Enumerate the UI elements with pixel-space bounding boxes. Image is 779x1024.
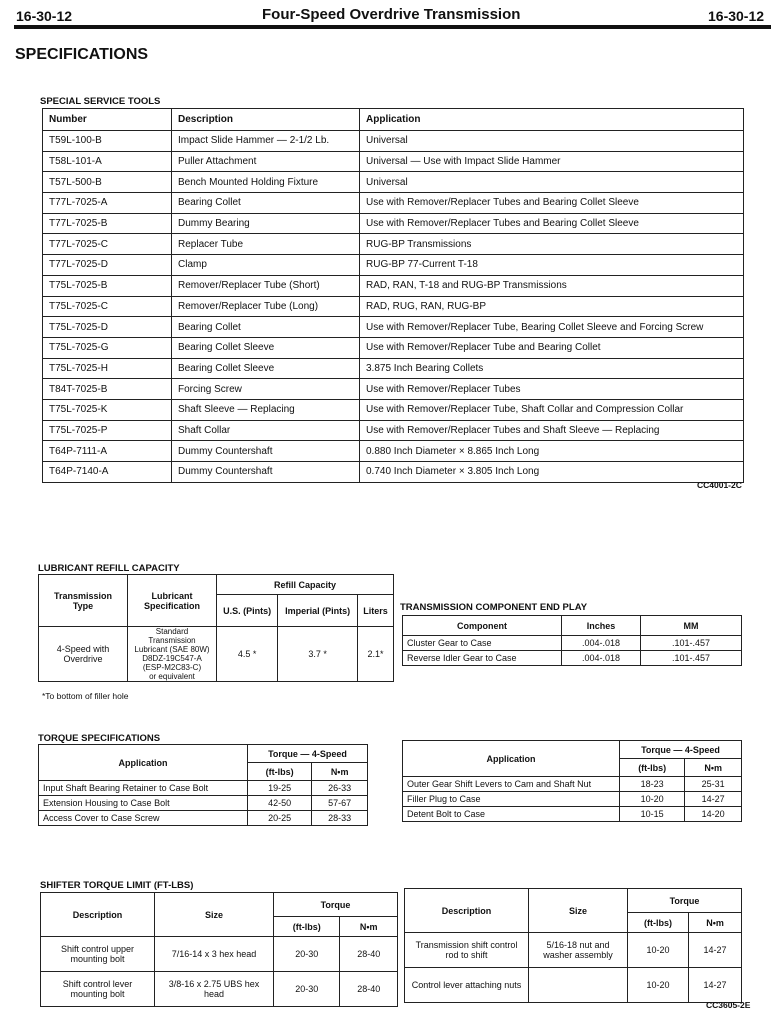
nm-cell: 57-67 bbox=[312, 796, 368, 811]
transmission-type-cell: 4-Speed with Overdrive bbox=[39, 627, 128, 682]
tool-number-cell: T75L-7025-D bbox=[43, 317, 172, 338]
col-header-ftlbs: (ft-lbs) bbox=[620, 759, 685, 777]
table-row bbox=[43, 234, 744, 255]
tool-description-cell: Bearing Collet Sleeve bbox=[172, 337, 360, 358]
page-number-left: 16-30-12 bbox=[16, 8, 73, 24]
application-cell: Detent Bolt to Case bbox=[403, 807, 620, 822]
tool-description-cell: Bearing Collet Sleeve bbox=[172, 358, 360, 379]
table-row bbox=[41, 937, 398, 972]
col-header-torque: Torque — 4-Speed bbox=[248, 745, 368, 763]
tool-application-cell: Use with Remover/Replacer Tubes and Bearing Collet Sleeve bbox=[360, 193, 744, 214]
table-row bbox=[43, 296, 744, 317]
tool-application-cell: Use with Remover/Replacer Tubes and Bearing Collet Sleeve bbox=[360, 213, 744, 234]
ftlbs-cell: 42-50 bbox=[248, 796, 312, 811]
col-header-nm: N•m bbox=[340, 917, 398, 937]
col-header-size: Size bbox=[155, 893, 274, 937]
figure-code: CC4001-2C bbox=[697, 480, 742, 490]
nm-cell: 14-27 bbox=[685, 792, 742, 807]
col-header-size: Size bbox=[529, 889, 628, 933]
tool-number-cell: T75L-7025-P bbox=[43, 420, 172, 441]
table-row bbox=[43, 255, 744, 276]
component-cell: Reverse Idler Gear to Case bbox=[403, 651, 562, 666]
page-number-right: 16-30-12 bbox=[708, 8, 765, 24]
tool-number-cell: T64P-7111-A bbox=[43, 441, 172, 462]
inches-cell: .004-.018 bbox=[562, 636, 641, 651]
col-header-description: Description bbox=[172, 109, 360, 131]
tool-number-cell: T77L-7025-C bbox=[43, 234, 172, 255]
col-header-torque: Torque bbox=[274, 893, 398, 917]
table-row bbox=[39, 627, 394, 682]
tool-application-cell: Use with Remover/Replacer Tubes bbox=[360, 379, 744, 400]
ftlbs-cell: 20-30 bbox=[274, 937, 340, 972]
table-row bbox=[405, 968, 742, 1003]
special-service-tools-table bbox=[42, 108, 744, 483]
ftlbs-cell: 10-20 bbox=[620, 792, 685, 807]
ftlbs-cell: 10-20 bbox=[628, 933, 689, 968]
tool-description-cell: Remover/Replacer Tube (Long) bbox=[172, 296, 360, 317]
imperial-pints-cell: 3.7 * bbox=[278, 627, 358, 682]
tool-description-cell: Bearing Collet bbox=[172, 317, 360, 338]
tool-application-cell: RAD, RUG, RAN, RUG-BP bbox=[360, 296, 744, 317]
table-row bbox=[43, 131, 744, 152]
table-row bbox=[403, 792, 742, 807]
col-header-description: Description bbox=[41, 893, 155, 937]
tool-description-cell: Dummy Countershaft bbox=[172, 462, 360, 483]
table-row bbox=[41, 972, 398, 1007]
header-rule bbox=[14, 25, 771, 29]
page-title: Four-Speed Overdrive Transmission bbox=[262, 6, 521, 23]
col-header-mm: MM bbox=[641, 616, 742, 636]
shifter-table-left bbox=[40, 892, 398, 1007]
nm-cell: 14-27 bbox=[689, 933, 742, 968]
table-row bbox=[43, 462, 744, 483]
table-row bbox=[403, 636, 742, 651]
spec-line: Lubricant (SAE 80W) bbox=[134, 645, 210, 654]
us-pints-cell: 4.5 * bbox=[217, 627, 278, 682]
spec-line: (ESP-M2C83-C) bbox=[142, 663, 202, 672]
table-row bbox=[43, 337, 744, 358]
tool-application-cell: Use with Remover/Replacer Tubes and Shaft Sleeve — Replacing bbox=[360, 420, 744, 441]
tool-description-cell: Shaft Sleeve — Replacing bbox=[172, 399, 360, 420]
torque-table-right bbox=[402, 740, 742, 822]
tool-description-cell: Impact Slide Hammer — 2-1/2 Lb. bbox=[172, 131, 360, 152]
table-row bbox=[403, 651, 742, 666]
tool-number-cell: T75L-7025-H bbox=[43, 358, 172, 379]
spec-line: D8DZ-19C547-A bbox=[142, 654, 202, 663]
tool-application-cell: RUG-BP 77-Current T-18 bbox=[360, 255, 744, 276]
tool-number-cell: T77L-7025-D bbox=[43, 255, 172, 276]
ftlbs-cell: 18-23 bbox=[620, 777, 685, 792]
shifter-heading: SHIFTER TORQUE LIMIT (FT-LBS) bbox=[40, 880, 194, 891]
col-header-refill-capacity: Refill Capacity bbox=[217, 575, 394, 595]
table-row bbox=[43, 399, 744, 420]
torque-heading: TORQUE SPECIFICATIONS bbox=[38, 733, 161, 744]
table-row bbox=[43, 193, 744, 214]
tool-description-cell: Dummy Bearing bbox=[172, 213, 360, 234]
description-cell: Transmission shift control rod to shift bbox=[405, 933, 529, 968]
tool-application-cell: Universal bbox=[360, 131, 744, 152]
col-header-ftlbs: (ft-lbs) bbox=[628, 913, 689, 933]
col-header-nm: N•m bbox=[312, 763, 368, 781]
table-row bbox=[403, 777, 742, 792]
col-header-transmission-type: Transmission Type bbox=[39, 575, 128, 627]
tool-application-cell: Universal — Use with Impact Slide Hammer bbox=[360, 151, 744, 172]
end-play-heading: TRANSMISSION COMPONENT END PLAY bbox=[400, 602, 588, 613]
tool-application-cell: Use with Remover/Replacer Tube, Bearing Collet Sleeve and Forcing Screw bbox=[360, 317, 744, 338]
nm-cell: 28-33 bbox=[312, 811, 368, 826]
table-row bbox=[43, 151, 744, 172]
inches-cell: .004-.018 bbox=[562, 651, 641, 666]
shifter-table-right bbox=[404, 888, 742, 1003]
description-cell: Shift control lever mounting bolt bbox=[41, 972, 155, 1007]
col-header-ftlbs: (ft-lbs) bbox=[274, 917, 340, 937]
tool-description-cell: Puller Attachment bbox=[172, 151, 360, 172]
lubricant-table bbox=[38, 574, 394, 682]
tool-application-cell: RUG-BP Transmissions bbox=[360, 234, 744, 255]
application-cell: Access Cover to Case Screw bbox=[39, 811, 248, 826]
description-cell: Shift control upper mounting bolt bbox=[41, 937, 155, 972]
table-row bbox=[39, 796, 368, 811]
torque-table-left bbox=[38, 744, 368, 826]
tool-description-cell: Dummy Countershaft bbox=[172, 441, 360, 462]
tool-application-cell: RAD, RAN, T-18 and RUG-BP Transmissions bbox=[360, 275, 744, 296]
table-row bbox=[43, 379, 744, 400]
table-row bbox=[43, 358, 744, 379]
application-cell: Outer Gear Shift Levers to Cam and Shaft Nut bbox=[403, 777, 620, 792]
table-row bbox=[43, 172, 744, 193]
ftlbs-cell: 10-15 bbox=[620, 807, 685, 822]
tool-number-cell: T59L-100-B bbox=[43, 131, 172, 152]
tool-number-cell: T75L-7025-B bbox=[43, 275, 172, 296]
table-row bbox=[43, 275, 744, 296]
nm-cell: 28-40 bbox=[340, 937, 398, 972]
lubricant-spec-cell bbox=[128, 627, 217, 682]
table-row bbox=[403, 807, 742, 822]
table-row bbox=[43, 441, 744, 462]
table-header-row bbox=[43, 109, 744, 131]
tool-application-cell: 0.880 Inch Diameter × 8.865 Inch Long bbox=[360, 441, 744, 462]
section-heading: SPECIFICATIONS bbox=[15, 46, 149, 63]
size-cell: 7/16-14 x 3 hex head bbox=[155, 937, 274, 972]
tool-number-cell: T75L-7025-C bbox=[43, 296, 172, 317]
tool-number-cell: T77L-7025-B bbox=[43, 213, 172, 234]
application-cell: Input Shaft Bearing Retainer to Case Bolt bbox=[39, 781, 248, 796]
tool-application-cell: Universal bbox=[360, 172, 744, 193]
tool-number-cell: T75L-7025-K bbox=[43, 399, 172, 420]
tool-description-cell: Clamp bbox=[172, 255, 360, 276]
table-row bbox=[43, 213, 744, 234]
tool-application-cell: 3.875 Inch Bearing Collets bbox=[360, 358, 744, 379]
col-header-imperial-pints: Imperial (Pints) bbox=[278, 595, 358, 627]
size-cell bbox=[529, 968, 628, 1003]
tool-description-cell: Remover/Replacer Tube (Short) bbox=[172, 275, 360, 296]
spec-line: Standard Transmission bbox=[148, 627, 196, 645]
tool-description-cell: Bearing Collet bbox=[172, 193, 360, 214]
ftlbs-cell: 19-25 bbox=[248, 781, 312, 796]
footnote: *To bottom of filler hole bbox=[42, 691, 129, 701]
col-header-application: Application bbox=[360, 109, 744, 131]
col-header-inches: Inches bbox=[562, 616, 641, 636]
table-row bbox=[43, 420, 744, 441]
col-header-ftlbs: (ft-lbs) bbox=[248, 763, 312, 781]
table-row bbox=[39, 811, 368, 826]
nm-cell: 14-20 bbox=[685, 807, 742, 822]
mm-cell: .101-.457 bbox=[641, 651, 742, 666]
col-header-torque: Torque — 4-Speed bbox=[620, 741, 742, 759]
mm-cell: .101-.457 bbox=[641, 636, 742, 651]
component-cell: Cluster Gear to Case bbox=[403, 636, 562, 651]
col-header-torque: Torque bbox=[628, 889, 742, 913]
liters-cell: 2.1* bbox=[357, 627, 393, 682]
tool-number-cell: T75L-7025-G bbox=[43, 337, 172, 358]
tool-number-cell: T64P-7140-A bbox=[43, 462, 172, 483]
tool-description-cell: Shaft Collar bbox=[172, 420, 360, 441]
ftlbs-cell: 20-25 bbox=[248, 811, 312, 826]
col-header-lubricant-spec: Lubricant Specification bbox=[128, 575, 217, 627]
table-row bbox=[43, 317, 744, 338]
tool-application-cell: Use with Remover/Replacer Tube and Bearing Collet bbox=[360, 337, 744, 358]
description-cell: Control lever attaching nuts bbox=[405, 968, 529, 1003]
ftlbs-cell: 20-30 bbox=[274, 972, 340, 1007]
tool-application-cell: Use with Remover/Replacer Tube, Shaft Collar and Compression Collar bbox=[360, 399, 744, 420]
nm-cell: 25-31 bbox=[685, 777, 742, 792]
lubricant-heading: LUBRICANT REFILL CAPACITY bbox=[38, 563, 180, 574]
tool-number-cell: T58L-101-A bbox=[43, 151, 172, 172]
tool-description-cell: Replacer Tube bbox=[172, 234, 360, 255]
tool-description-cell: Forcing Screw bbox=[172, 379, 360, 400]
tool-number-cell: T57L-500-B bbox=[43, 172, 172, 193]
ftlbs-cell: 10-20 bbox=[628, 968, 689, 1003]
col-header-component: Component bbox=[403, 616, 562, 636]
size-cell: 5/16-18 nut and washer assembly bbox=[529, 933, 628, 968]
nm-cell: 26-33 bbox=[312, 781, 368, 796]
nm-cell: 28-40 bbox=[340, 972, 398, 1007]
tool-application-cell: 0.740 Inch Diameter × 3.805 Inch Long bbox=[360, 462, 744, 483]
col-header-nm: N•m bbox=[689, 913, 742, 933]
col-header-nm: N•m bbox=[685, 759, 742, 777]
size-cell: 3/8-16 x 2.75 UBS hex head bbox=[155, 972, 274, 1007]
col-header-description: Description bbox=[405, 889, 529, 933]
table-row bbox=[405, 933, 742, 968]
end-play-table bbox=[402, 615, 742, 666]
col-header-application: Application bbox=[39, 745, 248, 781]
col-header-application: Application bbox=[403, 741, 620, 777]
figure-code: CC3605-2E bbox=[706, 1000, 751, 1010]
application-cell: Filler Plug to Case bbox=[403, 792, 620, 807]
col-header-us-pints: U.S. (Pints) bbox=[217, 595, 278, 627]
tool-number-cell: T77L-7025-A bbox=[43, 193, 172, 214]
tool-description-cell: Bench Mounted Holding Fixture bbox=[172, 172, 360, 193]
tool-number-cell: T84T-7025-B bbox=[43, 379, 172, 400]
nm-cell: 14-27 bbox=[689, 968, 742, 1003]
col-header-number: Number bbox=[43, 109, 172, 131]
application-cell: Extension Housing to Case Bolt bbox=[39, 796, 248, 811]
special-service-tools-heading: SPECIAL SERVICE TOOLS bbox=[40, 96, 161, 107]
col-header-liters: Liters bbox=[357, 595, 393, 627]
table-row bbox=[39, 781, 368, 796]
spec-line: or equivalent bbox=[149, 672, 195, 681]
